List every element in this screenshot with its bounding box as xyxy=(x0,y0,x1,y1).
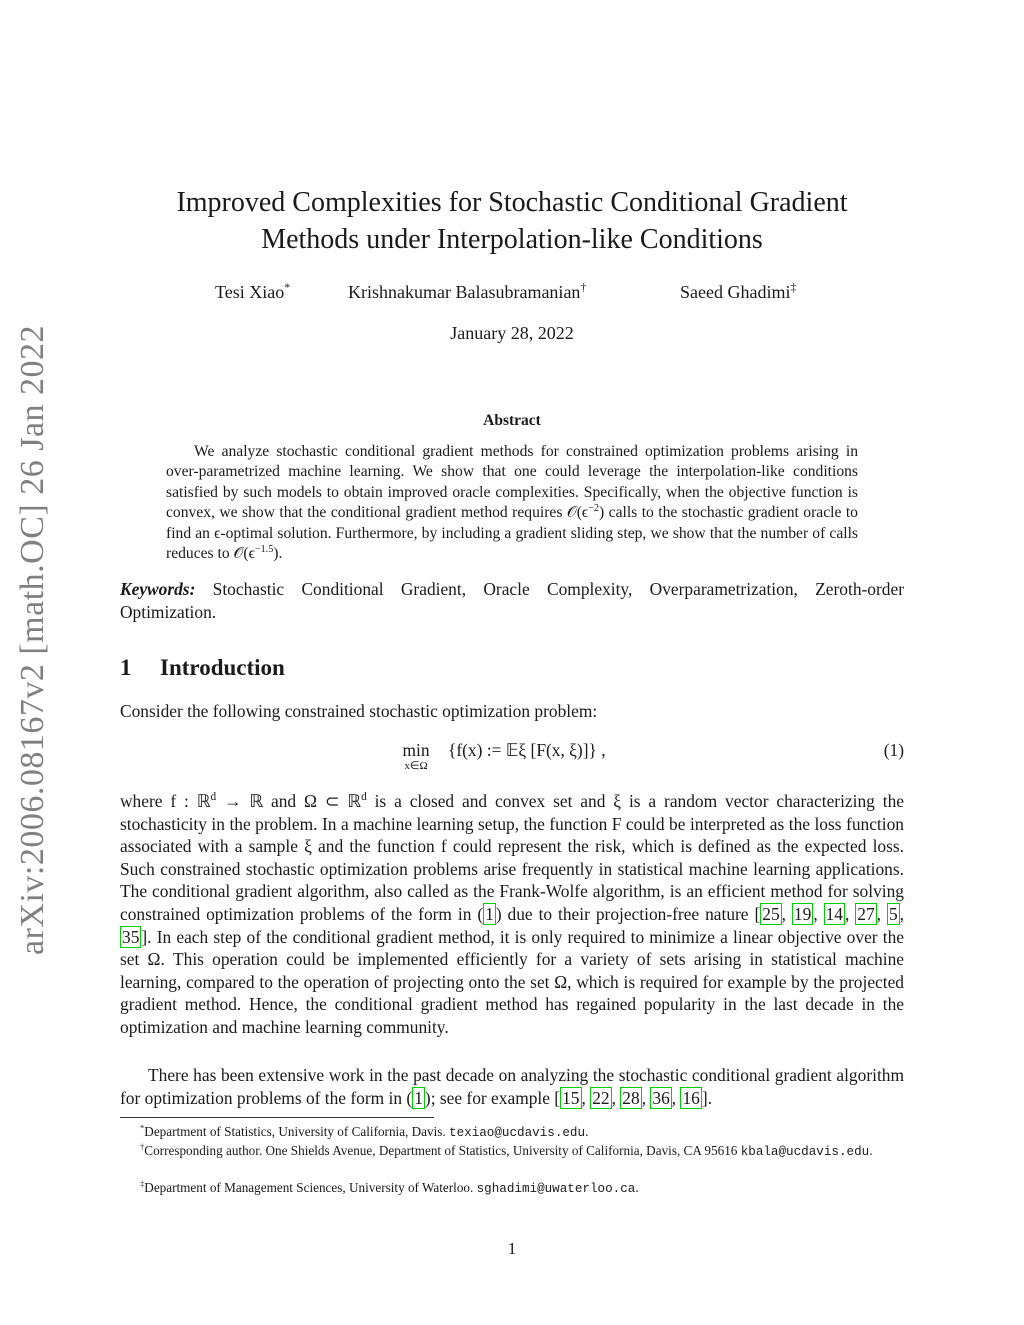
paper-title xyxy=(120,184,904,258)
citation-link[interactable]: 35 xyxy=(122,926,140,947)
citation-link[interactable]: 36 xyxy=(652,1087,670,1108)
keywords-label: Keywords: xyxy=(120,579,196,599)
equation-reference-link[interactable]: 1 xyxy=(485,903,494,924)
citation-link[interactable]: 14 xyxy=(825,903,843,924)
citation-link[interactable]: 22 xyxy=(592,1087,610,1108)
abstract-heading: Abstract xyxy=(483,412,541,429)
page-number: 1 xyxy=(507,1239,517,1258)
intro-paragraph-2: There has been extensive work in the past decade on analyzing the stochastic conditional gradient algorithm for optimization problems of the form in ( 1 ); see for example [ 15 , 22 , 28 , 36 , 16 ]. xyxy=(120,1065,904,1108)
citation-link[interactable]: 16 xyxy=(682,1087,700,1108)
section-title: Introduction xyxy=(160,655,285,680)
title-line-2: Methods under Interpolation-like Conditions xyxy=(261,224,763,255)
title-line-1: Improved Complexities for Stochastic Conditional Gradient xyxy=(176,187,848,218)
intro-lead: Consider the following constrained stochastic optimization problem: xyxy=(120,701,598,721)
footnote-3: ‡Department of Management Sciences, University of Waterloo. sghadimi@uwaterloo.ca. xyxy=(140,1178,639,1196)
equation-reference-link[interactable]: 1 xyxy=(414,1087,423,1108)
citation-link[interactable]: 27 xyxy=(857,903,875,924)
citation-link[interactable]: 15 xyxy=(562,1087,580,1108)
citation-link[interactable]: 19 xyxy=(793,903,812,924)
publication-date: January 28, 2022 xyxy=(450,323,574,343)
citation-link[interactable]: 28 xyxy=(622,1087,640,1108)
equation-number: (1) xyxy=(883,740,904,760)
abstract-text: We analyze stochastic conditional gradient methods for constrained optimization problems arising in over-parametrized machine learning. We show that one could leverage the interpolation-like conditions satisfied by such models to obtain improved oracle complexities. Specifically, when the objective function is convex, we show that the conditional gradient method requires $𝒪(\epsilon^{-2})$ calls to the stochastic gradient oracle to find an ϵ-optimal solution. Furthermore, by including a gradient sliding step, we show that the number of calls reduces to $𝒪(\epsilon^{-1.5})$. xyxy=(166,443,858,563)
section-number: 1 xyxy=(120,655,132,680)
arxiv-identifier: arXiv:2006.08167v2 [math.OC] 26 Jan 2022 xyxy=(14,324,51,955)
citation-link[interactable]: 5 xyxy=(888,903,898,924)
equation-min: min x∈Ω xyxy=(396,740,436,772)
email-link[interactable]: sghadimi@uwaterloo.ca xyxy=(476,1182,636,1196)
footnote-1: *Department of Statistics, University of California, Davis. texiao@ucdavis.edu. xyxy=(140,1122,589,1140)
footnote-divider xyxy=(120,1117,434,1118)
intro-paragraph-1: where f : ℝ$^d$ → ℝ and Ω ⊂ ℝ$^d$ is a closed and convex set and ξ is a random vector characterizing the stochasticity in the problem. In a machine learning setup, the function F could be interpreted as the loss function associated with a sample ξ and the function f could represent the risk, which is defined as the expected loss. Such constrained stochastic optimization problems arise frequently in statistical machine learning applications. The conditional gradient algorithm, also called as the Frank-Wolfe algorithm, is an efficient method for solving constrained optimization problems of the form in ( 1 ) due to their projection-free nature [ 25 , 19 , 14 , 27 , 5 , 35 ]. In each step of the conditional gradient method, it is only required to minimize a linear objective over the set Ω. This operation could be implemented efficiently for a variety of sets arising in statistical machine learning, compared to the operation of projecting onto the set Ω, which is required for example by the projected gradient method. Hence, the conditional gradient method has regained popularity in the last decade in the optimization and machine learning community. xyxy=(120,791,904,1037)
footnote-2: †Corresponding author. One Shields Avenue, Department of Statistics, University of California, Davis, CA 95616 kbala@ucdavis.edu. xyxy=(140,1141,873,1159)
citation-link[interactable]: 25 xyxy=(762,903,780,924)
equation-1 xyxy=(120,740,904,776)
keywords xyxy=(120,578,904,623)
equation-min-subscript: x∈Ω xyxy=(404,760,428,772)
keywords-text: Stochastic Conditional Gradient, Oracle Complexity, Overparametrization, Zeroth-order Optimization. xyxy=(120,579,904,622)
equation-body: {f(x) := 𝔼ξ [F(x, ξ)]} , xyxy=(448,740,606,760)
email-link[interactable]: kbala@ucdavis.edu xyxy=(740,1145,870,1159)
author-3: Saeed Ghadimi‡ xyxy=(680,281,797,302)
email-link[interactable]: texiao@ucdavis.edu xyxy=(449,1126,586,1140)
author-1: Tesi Xiao* xyxy=(215,281,291,302)
author-2: Krishnakumar Balasubramanian† xyxy=(348,281,587,302)
section-heading xyxy=(120,655,285,681)
